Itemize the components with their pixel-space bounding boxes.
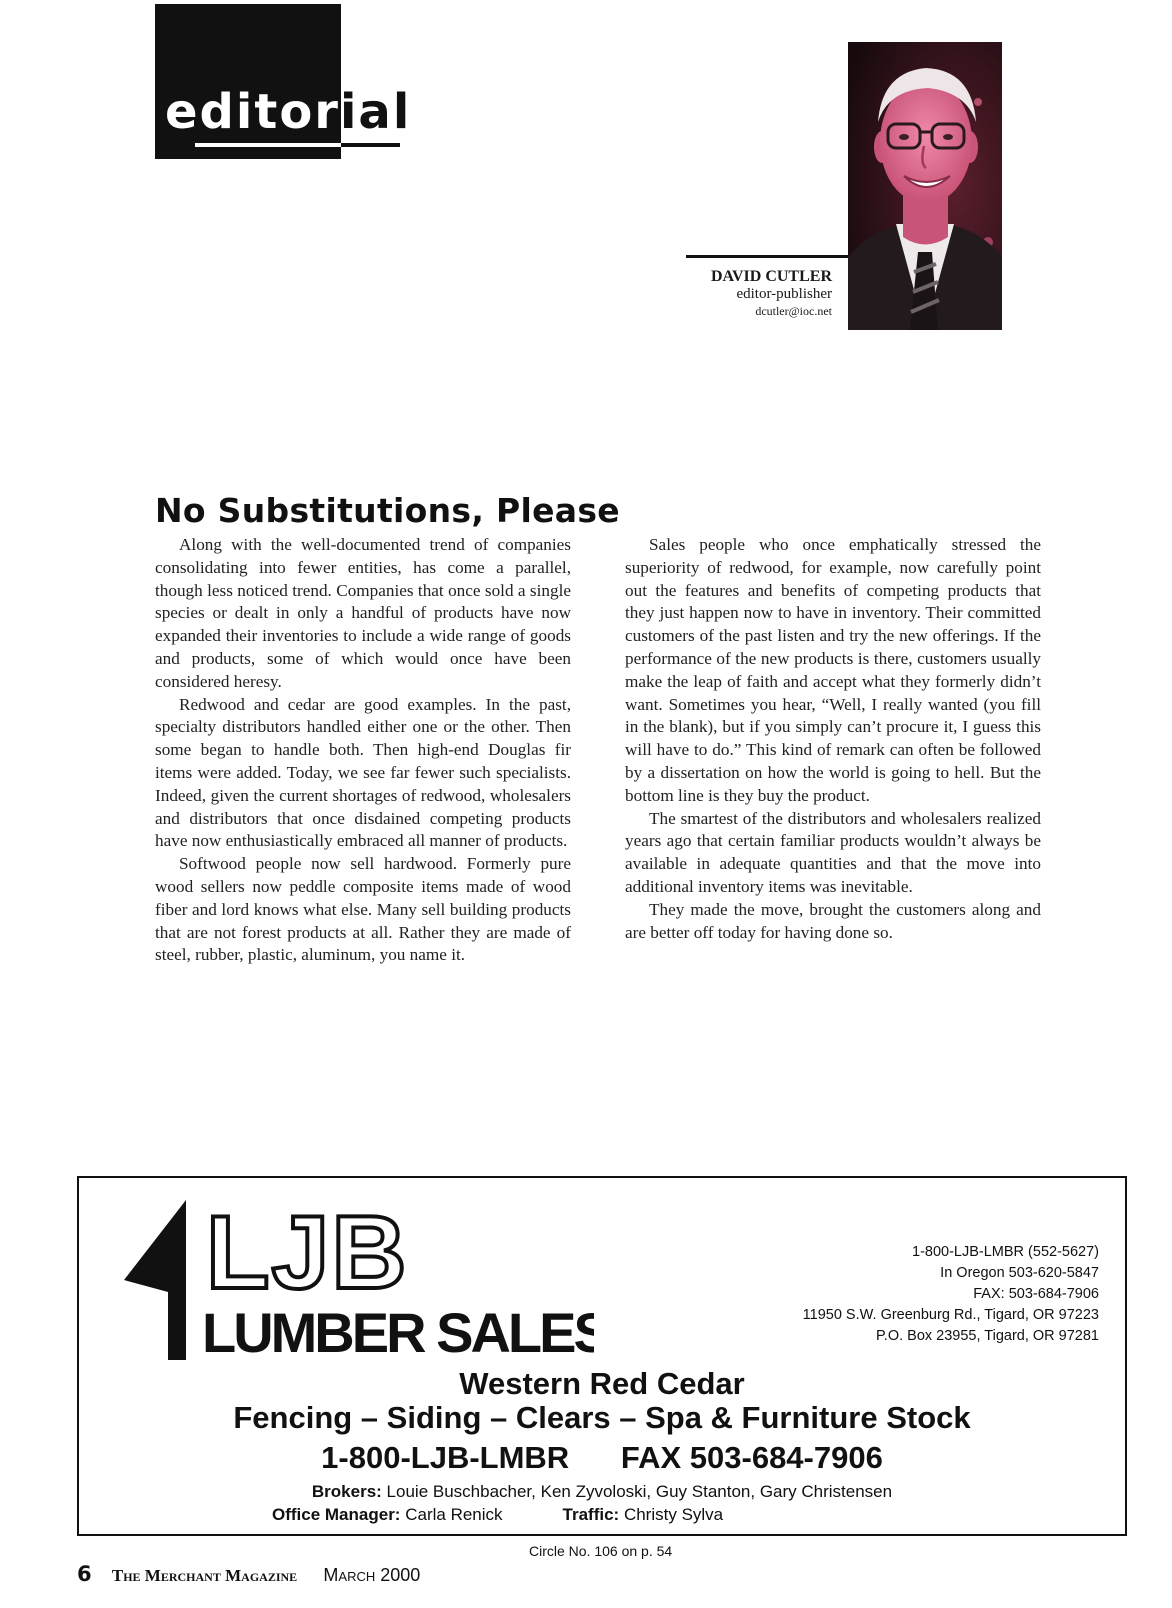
article-headline: No Substitutions, Please (155, 491, 620, 530)
logo-word-black-part: ial (339, 84, 412, 140)
issue-date: March 2000 (323, 1565, 421, 1585)
article-column-right (625, 534, 1041, 944)
traffic-name: Christy Sylva (623, 1505, 724, 1524)
office-manager-label: Office Manager: (272, 1505, 401, 1524)
ad-staff-line (272, 1504, 723, 1526)
contact-line: 1-800-LJB-LMBR (552-5627) (912, 1244, 1099, 1260)
logo-tagline: LUMBER SALES (202, 1301, 594, 1360)
byline-rule (686, 255, 848, 258)
ljb-lumber-logo (124, 1200, 594, 1360)
author-portrait-photo (848, 42, 1002, 330)
office-manager-name: Carla Renick (405, 1505, 503, 1524)
article-paragraph: Along with the well-documented trend of companies consolidating into fewer entities, has come a parallel, though less noticed trend. Companies that once sold a single species or dealt in only a handful of products have now expanded their inventories to include a wide range of goods and products, some of which would once have been considered heresy. (155, 535, 571, 691)
article-paragraph: Redwood and cedar are good examples. In the past, specialty distributors handled either one or the other. Then some began to handle both. Then high-end Douglas fir items were added. Today, we see far fewer such specialists. Indeed, given the current shortages of redwood, wholesalers and distributors that once disdained competing products have now enthusiastically embraced all manner of products. (155, 694, 571, 851)
contact-line: P.O. Box 23955, Tigard, OR 97281 (875, 1328, 1099, 1344)
ljb-logo-graphic (124, 1200, 594, 1360)
portrait-illustration (848, 42, 1002, 330)
ad-brokers-line (79, 1481, 1125, 1503)
ad-fax: FAX 503-684-7906 (620, 1440, 883, 1475)
article-paragraph: They made the move, brought the customers along and are better off today for having done so. (625, 899, 1041, 942)
page-number: 6 (77, 1562, 92, 1586)
article-paragraph: Sales people who once emphatically stressed the superiority of redwood, for example, now carefully point out the features and benefits of competing products that they just happen now to have in inventory. Their committed customers of the past listen and try the new offerings. If the performance of the new products is there, customers usually make the leap of faith and accept what they formerly didn’t want. Sometimes you hear, “Well, I really wanted (you fill in the blank), but if you simply can’t procure it, I guess this will have to do.” This kind of remark can often be followed by a dissertation on how the world is going to hell. But the bottom line is they buy the product. (625, 535, 1041, 805)
ad-contact-block (739, 1242, 1099, 1347)
author-role: editor-publisher (736, 286, 832, 302)
article-paragraph: The smartest of the distributors and wholesalers realized years ago that certain familiar products wouldn’t always be available in adequate quantities and that the move into additional inventory items was inevitable. (625, 808, 1041, 896)
author-byline (640, 267, 832, 319)
ad-slogan-categories: Fencing – Siding – Clears – Spa & Furniture Stock (233, 1400, 971, 1435)
logo-word (165, 84, 411, 140)
ad-phone: 1-800-LJB-LMBR (321, 1440, 570, 1475)
ad-phone-fax-line (79, 1440, 1125, 1476)
article-column-left (155, 534, 571, 967)
author-name: DAVID CUTLER (710, 268, 832, 285)
contact-line: In Oregon 503-620-5847 (940, 1265, 1099, 1281)
logo-letters: LJB (206, 1200, 409, 1311)
reader-service-note: Circle No. 106 on p. 54 (529, 1543, 673, 1559)
brokers-label: Brokers: (311, 1482, 382, 1501)
traffic-label: Traffic: (562, 1505, 620, 1524)
ljb-lumber-advertisement (77, 1176, 1127, 1536)
magazine-name: The Merchant Magazine (111, 1566, 298, 1585)
editorial-section-logo (155, 4, 425, 160)
page-folio (77, 1562, 420, 1586)
logo-underline-black (341, 143, 400, 147)
contact-line: FAX: 503-684-7906 (973, 1286, 1099, 1302)
brokers-names: Louie Buschbacher, Ken Zyvoloski, Guy Stanton, Gary Christensen (386, 1482, 893, 1501)
ad-slogan-product: Western Red Cedar (459, 1366, 745, 1401)
article-paragraph: Softwood people now sell hardwood. Formerly pure wood sellers now peddle composite items made of wood fiber and lord knows what else. Many sell building products that are not forest products at all. Rather they are made of steel, rubber, plastic, aluminum, you name it. (155, 854, 571, 965)
author-email: dcutler@ioc.net (755, 304, 832, 318)
logo-word-white-part: editor (165, 84, 340, 140)
contact-line: 11950 S.W. Greenburg Rd., Tigard, OR 97223 (802, 1307, 1099, 1323)
